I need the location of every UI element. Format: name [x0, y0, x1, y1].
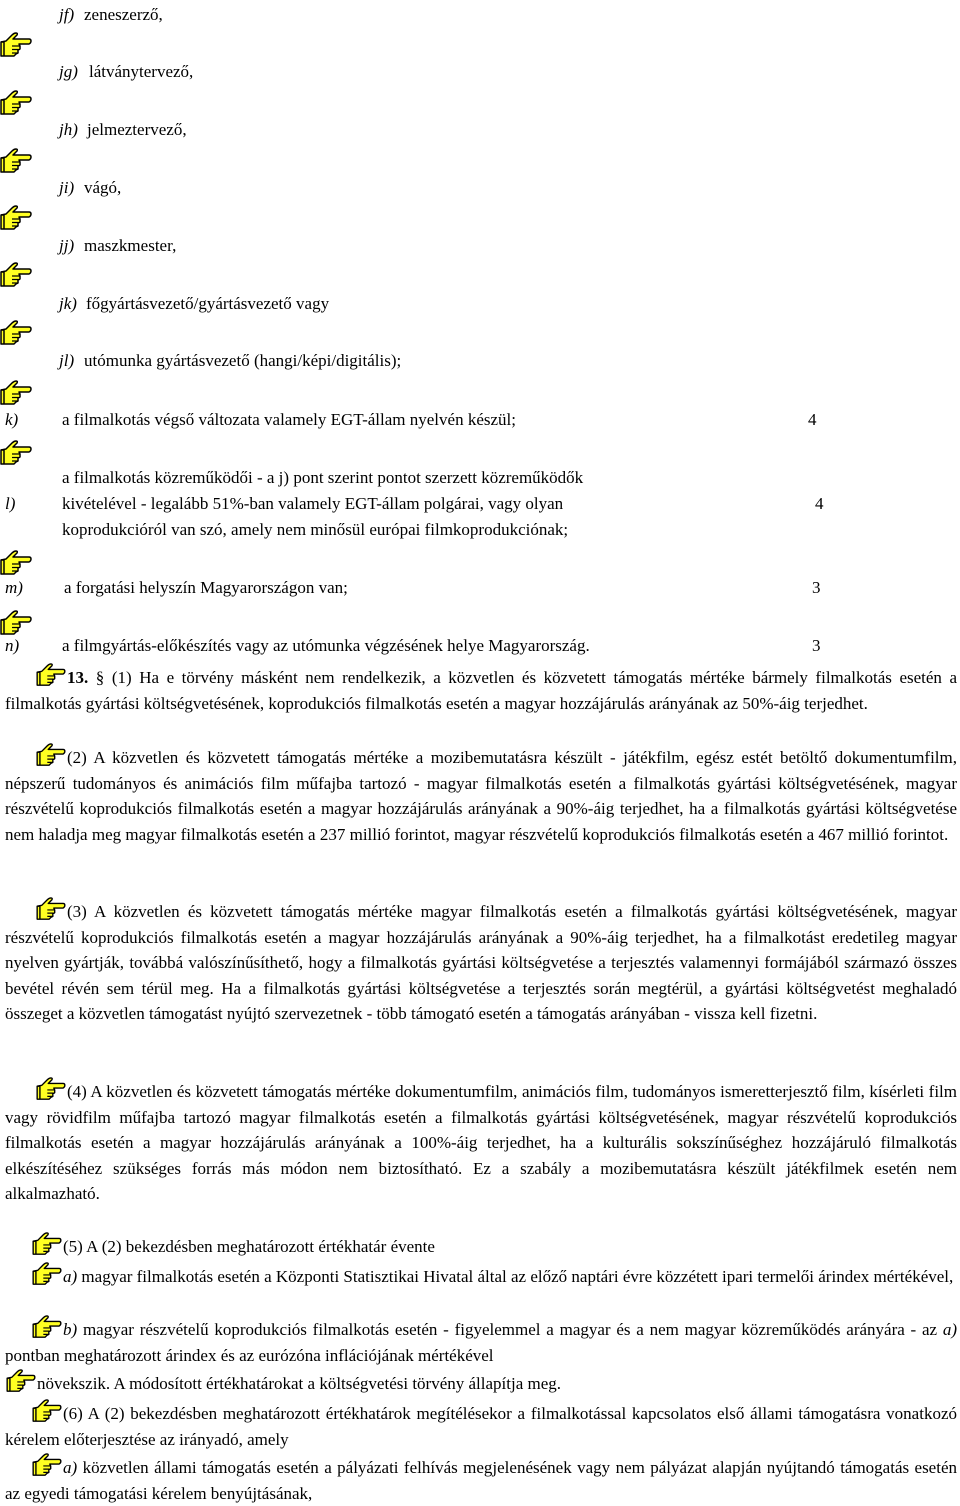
pointing-hand-icon[interactable] — [0, 610, 32, 636]
pointing-hand-icon[interactable] — [31, 1399, 63, 1423]
sub-item-text: utómunka gyártásvezető (hangi/képi/digitális); — [84, 351, 402, 370]
pointing-hand-icon[interactable] — [0, 380, 32, 406]
item-label-l: l) — [5, 494, 16, 513]
pointing-hand-icon[interactable] — [0, 262, 32, 288]
item-score-k: 4 — [808, 410, 817, 429]
pointing-hand-icon[interactable] — [0, 550, 32, 576]
pointing-hand-icon[interactable] — [0, 320, 32, 346]
pointing-hand-icon[interactable] — [0, 90, 32, 116]
paragraph-6a-text: közvetlen állami támogatás esetén a pályázati felhívás megjelenésének vagy nem pályázat alapján nyújtandó támogatás esetén az egyedi támogatási kérelem benyújtásának, — [5, 1458, 957, 1503]
item-score-l: 4 — [815, 494, 824, 513]
pointing-hand-icon[interactable] — [31, 1453, 63, 1477]
item-text-l-line3: koprodukcióról van szó, amely nem minősül európai filmkoprodukciónak; — [62, 520, 569, 539]
sub-item-label: ji) — [59, 178, 75, 197]
pointing-hand-icon[interactable] — [35, 897, 67, 921]
paragraph-4-text: (4) A közvetlen és közvetett támogatás mértéke dokumentumfilm, animációs film, tudományos ismeretterjesztő film, kísérleti film vagy rövidfilm műfajba tartozó magyar filmalkotás esetén a filmalkotás gyártási költségvetésének, magyar részvételű koprodukciós filmalkotás esetén a magyar hozzájárulás arányának a 100%-áig terjedhet, ha a kulturális sokszínűséghez hozzájáruló filmalkotás elkészítéséhez szükséges forrás más módon nem biztosítható. Ez a szabály a mozibemutatásra készült játékfilmek esetén nem alkalmazható. — [5, 1082, 957, 1203]
item-text-l-line1: a filmalkotás közreműködői - a j) pont szerint pontot szerzett közreműködők — [62, 468, 584, 487]
pointing-hand-icon[interactable] — [0, 205, 32, 231]
sub-item-label: jf) — [59, 5, 75, 24]
paragraph-6-text: (6) A (2) bekezdésben meghatározott értékhatárok megítélésekor a filmalkotással kapcsolatos első állami támogatásra vonatkozó kérelem előterjesztése az irányadó, amely — [5, 1404, 957, 1449]
pointing-hand-icon[interactable] — [35, 743, 67, 767]
paragraph-5a-text: magyar filmalkotás esetén a Központi Statisztikai Hivatal által az előző naptári évre közzétett ipari termelői árindex mértékével, — [81, 1267, 954, 1286]
pointing-hand-icon[interactable] — [31, 1232, 63, 1256]
item-text-l-line2: kivételével - legalább 51%-ban valamely EGT-állam polgárai, vagy olyan — [62, 494, 564, 513]
paragraph-6 — [5, 1399, 957, 1452]
item-label-n: n) — [5, 636, 20, 655]
paragraph-6a — [5, 1453, 957, 1506]
item-label-k: k) — [5, 410, 19, 429]
pointing-hand-icon[interactable] — [0, 148, 32, 174]
sub-item-label: jh) — [59, 120, 78, 139]
pointing-hand-icon[interactable] — [31, 1315, 63, 1339]
pointing-hand-icon[interactable] — [31, 1262, 63, 1286]
sub-item-text: maszkmester, — [84, 236, 177, 255]
sub-item-text: zeneszerző, — [84, 5, 163, 24]
item-text-n: a filmgyártás-előkészítés vagy az utómunka végzésének helye Magyarország. — [62, 636, 590, 655]
paragraph-5 — [5, 1232, 957, 1260]
section-sign-icon: § — [95, 668, 105, 687]
paragraph-5-text: (5) A (2) bekezdésben meghatározott értékhatár évente — [63, 1237, 435, 1256]
point-a-label: a) — [63, 1458, 78, 1477]
paragraph-5a — [5, 1262, 957, 1290]
sub-item-label: jg) — [59, 62, 78, 81]
item-score-n: 3 — [812, 636, 821, 655]
item-label-m: m) — [5, 578, 23, 597]
paragraph-5b — [5, 1315, 957, 1368]
sub-item-text: jelmeztervező, — [87, 120, 187, 139]
pointing-hand-icon[interactable] — [35, 663, 67, 687]
sub-item-text: vágó, — [84, 178, 122, 197]
paragraph-5c-text: növekszik. A módosított értékhatárokat a költségvetési törvény állapítja meg. — [37, 1374, 562, 1393]
paragraph-1-text: (1) Ha e törvény másként nem rendelkezik, a közvetlen és közvetett támogatás mértéke bármely filmalkotás esetén a filmalkotás gyártási költségvetésének, koprodukciós filmalkotás esetén a magyar hozzájárulás arányának az 50%-áig terjedhet. — [5, 668, 958, 713]
pointing-hand-icon[interactable] — [35, 1077, 67, 1101]
paragraph-2-text: (2) A közvetlen és közvetett támogatás mértéke a mozibemutatásra készült - játékfilm, egész estét betöltő dokumentumfilm, népszerű tudományos és animációs film műfajba tartozó - magyar filmalkotás esetén a filmalkotás gyártási költségvetésének, magyar részvételű koprodukciós filmalkotás esetén a magyar hozzájárulás arányának a 90%-áig terjedhet, ha a filmalkotás gyártási költségvetése nem haladja meg magyar filmalkotás esetén a 237 millió forintot, magyar részvételű koprodukciós filmalkotás esetén a 467 millió forintot. — [5, 748, 957, 844]
paragraph-2 — [5, 743, 957, 847]
point-a-reference: a) — [942, 1320, 958, 1339]
sub-item-label: jk) — [59, 294, 77, 313]
sub-item-text: főgyártásvezető/gyártásvezető vagy — [86, 294, 330, 313]
sub-item-text: látványtervező, — [89, 62, 194, 81]
item-score-m: 3 — [812, 578, 821, 597]
sub-item-label: jj) — [59, 236, 75, 255]
sub-item-label: jl) — [59, 351, 75, 370]
section-number: 13. — [67, 668, 89, 687]
paragraph-4 — [5, 1077, 957, 1207]
item-text-m: a forgatási helyszín Magyarországon van; — [64, 578, 348, 597]
point-a-label: a) — [63, 1267, 78, 1286]
paragraph-5b-text-1: magyar részvételű koprodukciós filmalkotás esetén - figyelemmel a magyar és a nem magyar közreműködés arányára - az — [82, 1320, 938, 1339]
paragraph-3 — [5, 897, 957, 1027]
item-text-k: a filmalkotás végső változata valamely EGT-állam nyelvén készül; — [62, 410, 516, 429]
point-b-label: b) — [63, 1320, 78, 1339]
pointing-hand-icon[interactable] — [5, 1369, 37, 1393]
pointing-hand-icon[interactable] — [0, 440, 32, 466]
pointing-hand-icon[interactable] — [0, 32, 32, 58]
paragraph-5b-text-2: pontban meghatározott árindex és az eurózóna inflációjának mértékével — [5, 1345, 494, 1365]
paragraph-3-text: (3) A közvetlen és közvetett támogatás mértéke magyar filmalkotás esetén a filmalkotás gyártási költségvetésének, magyar részvételű koprodukciós filmalkotás esetén a magyar hozzájárulás arányának a 90%-áig terjedhet, ha a filmalkotást eredetileg magyar nyelven gyártják, továbbá valószínűsíthető, hogy a filmalkotás gyártási költségvetése a terjesztés valamennyi formájából származó összes bevétel révén sem térül meg. Ha a filmalkotás gyártási költségvetése a terjesztés során megtérül, a gyártási költségvetést meghaladó összeget a közvetlen támogatást nyújtó szervezetnek - több támogató esetén a támogatás arányában - vissza kell fizetni. — [5, 902, 957, 1023]
paragraph-5c — [5, 1369, 957, 1397]
paragraph-1 — [5, 663, 957, 716]
